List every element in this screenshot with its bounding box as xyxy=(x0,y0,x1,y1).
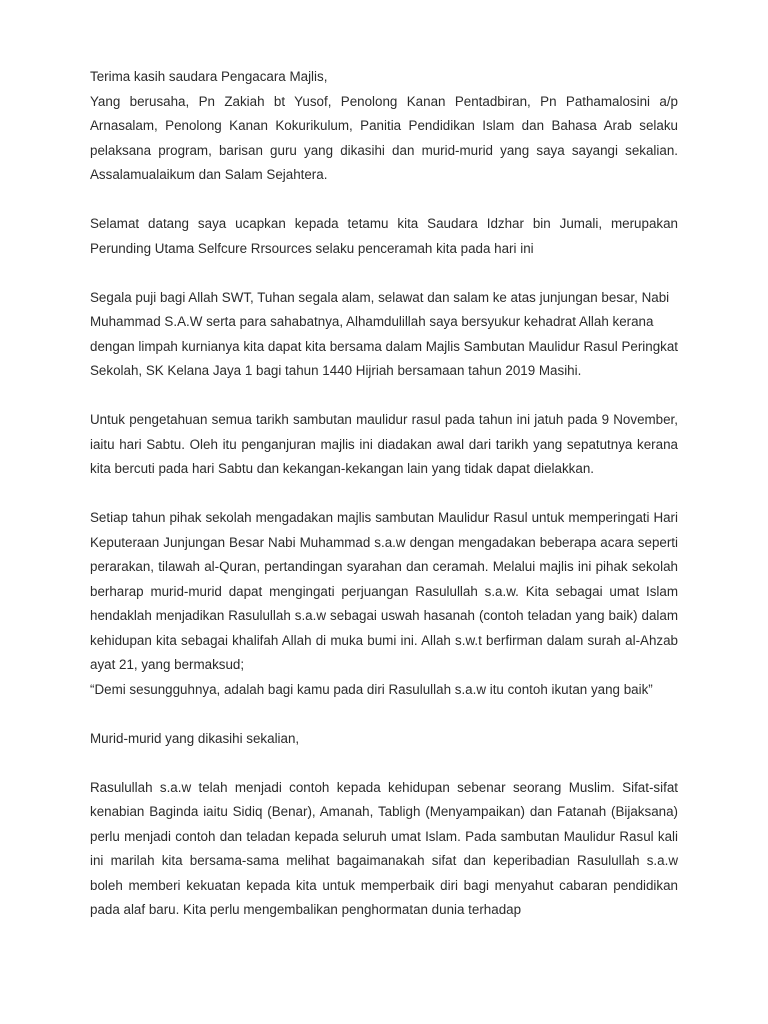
paragraph-greeting xyxy=(90,65,678,188)
celebration-body: Setiap tahun pihak sekolah mengadakan majlis sambutan Maulidur Rasul untuk memperingati Hari Keputeraan Junjungan Besar Nabi Muhammad s.a.w dengan mengadakan beberapa acara seperti perarakan, tilawah al-Quran, pertandingan syarahan dan ceramah. Melalui majlis ini pihak sekolah berharap murid-murid dapat mengingati perjuangan Rasulullah s.a.w. Kita sebagai umat Islam hendaklah menjadikan Rasulullah s.a.w sebagai uswah hasanah (contoh teladan yang baik) dalam kehidupan kita sebagai khalifah Allah di muka bumi ini. Allah s.w.t berfirman dalam surah al-Ahzab ayat 21, yang bermaksud; xyxy=(90,510,678,672)
paragraph-example: Rasulullah s.a.w telah menjadi contoh kepada kehidupan sebenar seorang Muslim. Sifat-sifat kenabian Baginda iaitu Sidiq (Benar), Amanah, Tabligh (Menyampaikan) dan Fatanah (Bijaksana) perlu menjadi contoh dan teladan kepada seluruh umat Islam. Pada sambutan Maulidur Rasul kali ini marilah kita bersama-sama melihat bagaimanakah sifat dan keperibadian Rasulullah s.a.w boleh memberi kekuatan kepada kita untuk memperbaik diri bagi menyahut cabaran pendidikan pada alaf baru. Kita perlu mengembalikan penghormatan dunia terhadap xyxy=(90,779,678,917)
paragraph-welcome: Selamat datang saya ucapkan kepada tetamu kita Saudara Idzhar bin Jumali, merupakan Perunding Utama Selfcure Rrsources selaku penceramah kita pada hari ini xyxy=(90,216,678,256)
paragraph-address-students: Murid-murid yang dikasihi sekalian, xyxy=(90,730,300,746)
paragraph-celebration xyxy=(90,506,678,702)
paragraph-date-info: Untuk pengetahuan semua tarikh sambutan maulidur rasul pada tahun ini jatuh pada 9 November, iaitu hari Sabtu. Oleh itu penganjuran majlis ini diadakan awal dari tarikh yang sepatutnya kerana kita bercuti pada hari Sabtu dan kekangan-kekangan lain yang tidak dapat dielakkan. xyxy=(90,412,678,476)
greeting-body: Yang berusaha, Pn Zakiah bt Yusof, Penolong Kanan Pentadbiran, Pn Pathamalosini a/p Arnasalam, Penolong Kanan Kokurikulum, Panitia Pendidikan Islam dan Bahasa Arab selaku pelaksana program, barisan guru yang dikasihi dan murid-murid yang saya sayangi sekalian. Assalamualaikum dan Salam Sejahtera. xyxy=(90,93,678,182)
greeting-line-1: Terima kasih saudara Pengacara Majlis, xyxy=(90,69,328,84)
document-page xyxy=(90,65,678,947)
paragraph-praise: Segala puji bagi Allah SWT, Tuhan segala alam, selawat dan salam ke atas junjungan besar, Nabi Muhammad S.A.W serta para sahabatnya, Alhamdulillah saya bersyukur kehadrat Allah kerana dengan limpah kurnianya kita dapat kita bersama dalam Majlis Sambutan Maulidur Rasul Peringkat Sekolah, SK Kelana Jaya 1 bagi tahun 1440 Hijriah bersamaan tahun 2019 Masihi. xyxy=(90,289,679,378)
quote-line: “Demi sesungguhnya, adalah bagi kamu pada diri Rasulullah s.a.w itu contoh ikutan yang baik” xyxy=(90,681,653,697)
